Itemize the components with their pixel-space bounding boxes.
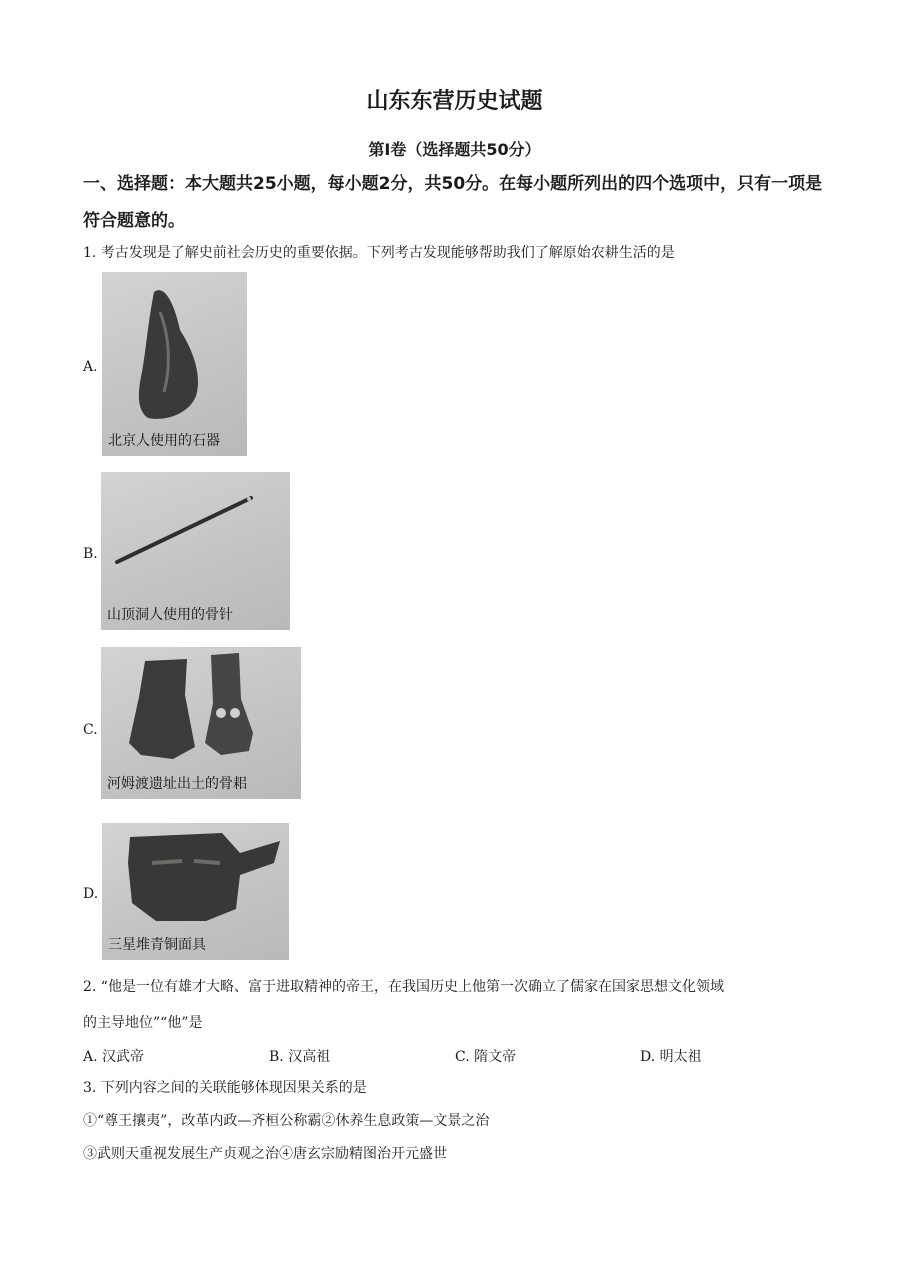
section-heading: 一、选择题：本大题共25小题，每小题2分，共50分。在每小题所列出的四个选项中，只有一项是符合题意的。: [83, 174, 823, 231]
option-a-label: A.: [83, 359, 98, 375]
question-1-stem: 1. 考古发现是了解史前社会历史的重要依据。下列考古发现能够帮助我们了解原始农耕生活的是: [83, 245, 675, 261]
volume-subtitle: 第I卷（选择题共50分）: [368, 140, 541, 159]
option-d-caption: 三星堆青铜面具: [108, 937, 206, 953]
option-b-caption: 山顶洞人使用的骨针: [107, 607, 233, 623]
option-d-image: [102, 823, 289, 960]
question-2-stem-line-2: 的主导地位”“他”是: [83, 1015, 203, 1031]
option-b-label: B.: [83, 546, 98, 562]
question-2-choice-b: B. 汉高祖: [269, 1049, 331, 1065]
stone-tool-icon: [102, 272, 247, 456]
question-3-item-line-1: ①“尊王攘夷”，改革内政—齐桓公称霸②休养生息政策—文景之治: [83, 1113, 490, 1129]
question-2-choice-a: A. 汉武帝: [83, 1049, 145, 1065]
option-c-label: C.: [83, 722, 98, 738]
option-a-image: [102, 272, 247, 456]
option-c-caption: 河姆渡遗址出土的骨耜: [107, 776, 247, 792]
option-d-label: D.: [83, 886, 99, 902]
option-c-image: [101, 647, 301, 799]
option-b-image: [101, 472, 290, 630]
question-3-stem: 3. 下列内容之间的关联能够体现因果关系的是: [83, 1080, 367, 1096]
question-2-choice-c: C. 隋文帝: [455, 1049, 517, 1065]
option-a-caption: 北京人使用的石器: [108, 433, 220, 449]
question-2-choice-d: D. 明太祖: [640, 1049, 702, 1065]
question-2-stem-line-1: 2. “他是一位有雄才大略、富于进取精神的帝王，在我国历史上他第一次确立了儒家在国家思想文化领域: [83, 979, 724, 995]
page-title: 山东东营历史试题: [366, 89, 543, 114]
question-3-item-line-2: ③武则天重视发展生产贞观之治④唐玄宗励精图治开元盛世: [83, 1146, 447, 1162]
